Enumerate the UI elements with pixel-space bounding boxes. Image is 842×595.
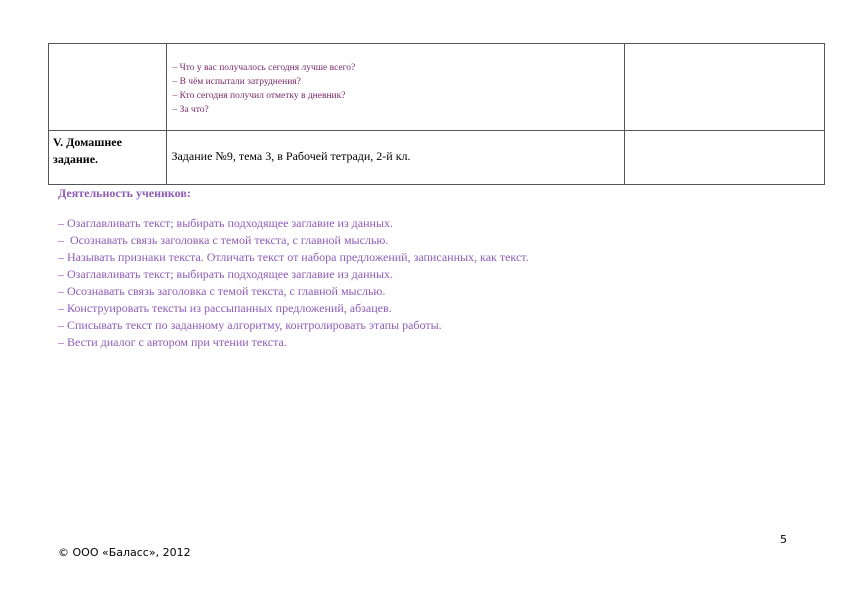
activity-item: – Осознавать связь заголовка с темой текста, с главной мыслью.: [58, 233, 389, 247]
activity-item: – Озаглавливать текст; выбирать подходящее заглавие из данных.: [58, 267, 394, 281]
homework-label-cell: [49, 131, 167, 185]
homework-task-cell: [167, 131, 625, 185]
questions-cell: [167, 44, 625, 131]
page-number: 5: [780, 533, 787, 546]
question-item: – Кто сегодня получил отметку в дневник?: [172, 91, 346, 101]
activity-item: – Озаглавливать текст; выбирать подходящее заглавие из данных.: [58, 216, 394, 230]
activity-item: – Называть признаки текста. Отличать текст от набора предложений, записанных, как текст.: [58, 250, 529, 264]
question-list: [167, 44, 624, 117]
activity-title: Деятельность учеников:: [58, 186, 191, 200]
lesson-table: [48, 43, 825, 185]
homework-label-line: задание.: [53, 152, 99, 166]
homework-label-line: V. Домашнее: [53, 135, 122, 149]
notes-cell-empty: [625, 44, 825, 131]
activity-item: – Конструировать тексты из рассыпанных предложений, абзацев.: [58, 301, 392, 315]
copyright-text: © ООО «Баласс», 2012: [58, 546, 191, 559]
homework-notes-cell-empty: [625, 131, 825, 185]
table-row-homework: [49, 131, 825, 185]
question-item: – В чём испытали затруднения?: [172, 77, 301, 87]
homework-label: [49, 131, 166, 171]
activity-item: – Списывать текст по заданному алгоритму, контролировать этапы работы.: [58, 318, 442, 332]
question-item: – За что?: [172, 105, 209, 115]
activity-item: – Осознавать связь заголовка с темой текста, с главной мыслью.: [58, 284, 386, 298]
stage-cell-empty: [49, 44, 167, 131]
table-row-reflection: [49, 44, 825, 131]
student-activity-section: [58, 186, 529, 351]
question-item: – Что у вас получалось сегодня лучше всего?: [172, 63, 356, 73]
homework-task: Задание №9, тема 3, в Рабочей тетради, 2-й кл.: [171, 149, 411, 163]
activity-item: – Вести диалог с автором при чтении текста.: [58, 335, 287, 349]
